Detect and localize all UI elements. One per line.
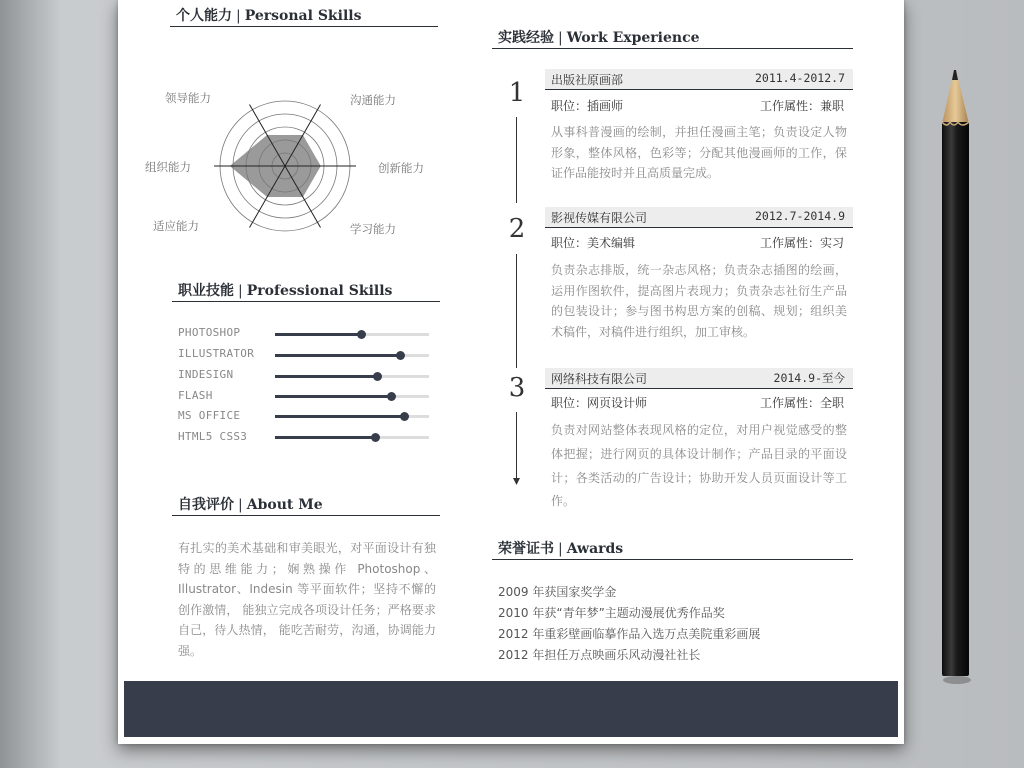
job-company: 出版社原画部 bbox=[551, 73, 624, 87]
timeline-line bbox=[516, 254, 517, 368]
about-me-rule bbox=[172, 515, 440, 516]
award-item: 2009 年获国家奖学金 bbox=[498, 585, 617, 599]
skill-bar bbox=[275, 436, 429, 439]
job-position: 职位：美术编辑 bbox=[551, 236, 636, 250]
skill-name: HTML5 CSS3 bbox=[178, 430, 248, 443]
job-position: 职位：插画师 bbox=[551, 99, 624, 113]
personal-skills-title: 个人能力 | Personal Skills bbox=[176, 8, 362, 24]
skill-bar-knob bbox=[396, 351, 405, 360]
job-company: 网络科技有限公司 bbox=[551, 372, 648, 386]
job-description: 负责杂志排版，统一杂志风格；负责杂志插图的绘画，运用作图软件，提高图片表现力；负责杂志社衍生产品的包装设计；参与图书构思方案的创稿、规划；组织美术稿件，对稿件进行组织，加工审核。 bbox=[551, 263, 847, 339]
job-company: 影视传媒有限公司 bbox=[551, 211, 648, 225]
job-date: 2011.4-2012.7 bbox=[754, 71, 845, 85]
job-description: 从事科普漫画的绘制，并担任漫画主笔；负责设定人物形象，整体风格，色彩等；分配其他漫画师的工作，保证作品能按时并且高质量完成。 bbox=[551, 125, 847, 181]
award-item: 2010 年获“青年梦”主题动漫展优秀作品奖 bbox=[498, 606, 725, 620]
timeline-arrow-icon bbox=[511, 474, 522, 486]
skill-bar-fill bbox=[275, 415, 404, 418]
job-date: 2014.9-至今 bbox=[773, 371, 845, 385]
awards-title: 荣誉证书 | Awards bbox=[498, 541, 624, 557]
awards-rule bbox=[492, 559, 853, 560]
radar-label-organization: 组织能力 bbox=[145, 160, 191, 174]
radar-label-learning: 学习能力 bbox=[350, 222, 396, 236]
job-type: 工作属性：实习 bbox=[759, 236, 844, 250]
job-position: 职位：网页设计师 bbox=[551, 396, 648, 410]
job-header bbox=[545, 69, 853, 90]
job-number: 3 bbox=[508, 373, 526, 403]
radar-chart bbox=[210, 88, 360, 244]
skill-bar-fill bbox=[275, 436, 375, 439]
pencil-image bbox=[936, 66, 972, 686]
job-type: 工作属性：兼职 bbox=[759, 99, 844, 113]
skill-bar-fill bbox=[275, 395, 391, 398]
timeline-line bbox=[516, 117, 517, 203]
skill-bar bbox=[275, 395, 429, 398]
skill-bar-knob bbox=[373, 372, 382, 381]
skill-name: FLASH bbox=[178, 389, 213, 402]
skill-name: MS OFFICE bbox=[178, 409, 241, 422]
about-me-text: 有扎实的美术基础和审美眼光，对平面设计有独特的思维能力；娴熟操作 Photoshop、Illustrator、Indesin 等平面软件；坚持不懈的创作激情， 能独立完成各项设计任务；严格要求自己，待人热情， 能吃苦耐劳，沟通，协调能力强。 bbox=[178, 541, 436, 658]
personal-skills-rule bbox=[170, 26, 438, 27]
job-description: 负责对网站整体表现风格的定位，对用户视觉感受的整体把握；进行网页的具体设计制作；产品目录的平面设计；各类活动的广告设计；协助开发人员页面设计等工作。 bbox=[551, 423, 847, 509]
skill-bar bbox=[275, 375, 429, 378]
job-header bbox=[545, 368, 853, 389]
professional-skills-rule bbox=[172, 301, 440, 302]
skill-name: PHOTOSHOP bbox=[178, 326, 241, 339]
award-item: 2012 年重彩壁画临摹作品入选万点美院重彩画展 bbox=[498, 627, 761, 641]
skill-bar-knob bbox=[387, 392, 396, 401]
skill-bar-knob bbox=[357, 330, 366, 339]
radar-label-leadership: 领导能力 bbox=[165, 91, 211, 105]
skill-bar-fill bbox=[275, 354, 400, 357]
work-experience-title: 实践经验 | Work Experience bbox=[498, 30, 700, 46]
job-header bbox=[545, 207, 853, 228]
job-number: 2 bbox=[508, 214, 526, 244]
work-experience-rule bbox=[492, 48, 853, 49]
job-number: 1 bbox=[508, 78, 526, 108]
timeline-line bbox=[516, 412, 517, 478]
skill-bar-knob bbox=[371, 433, 380, 442]
job-date: 2012.7-2014.9 bbox=[754, 209, 845, 223]
footer-bar bbox=[124, 681, 898, 737]
radar-label-innovation: 创新能力 bbox=[378, 161, 424, 175]
skill-bar-knob bbox=[400, 412, 409, 421]
skill-bar bbox=[275, 354, 429, 357]
about-me-title: 自我评价 | About Me bbox=[178, 497, 323, 513]
award-item: 2012 年担任万点映画乐风动漫社社长 bbox=[498, 648, 701, 662]
resume-page bbox=[118, 0, 904, 744]
skill-name: INDESIGN bbox=[178, 368, 234, 381]
skill-bar-fill bbox=[275, 375, 377, 378]
professional-skills-title: 职业技能 | Professional Skills bbox=[178, 283, 393, 299]
job-type: 工作属性：全职 bbox=[759, 396, 844, 410]
skill-bar-fill bbox=[275, 333, 361, 336]
skill-bar bbox=[275, 333, 429, 336]
radar-label-communication: 沟通能力 bbox=[350, 93, 396, 107]
skill-name: ILLUSTRATOR bbox=[178, 347, 255, 360]
radar-label-adaptability: 适应能力 bbox=[153, 219, 199, 233]
skill-bar bbox=[275, 415, 429, 418]
